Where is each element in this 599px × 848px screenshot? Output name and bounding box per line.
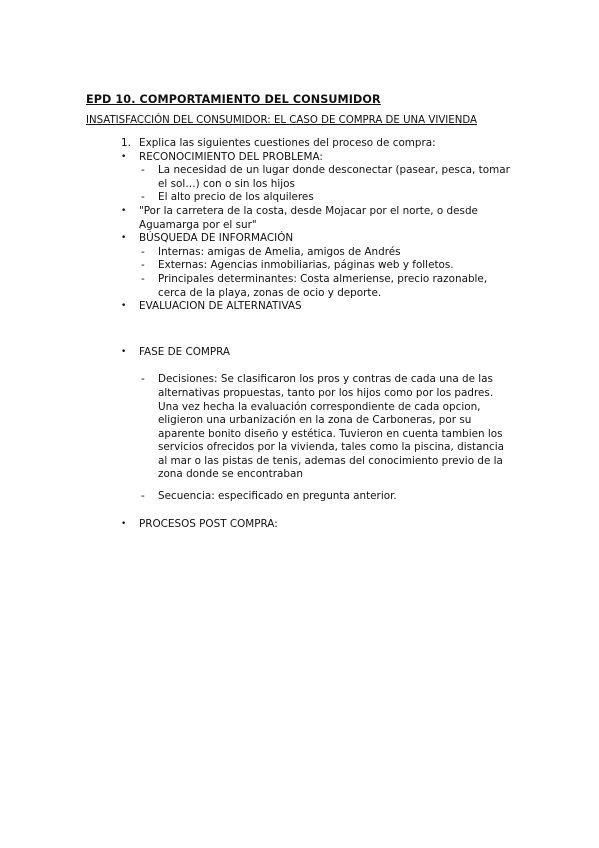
dash-item <box>86 246 516 260</box>
dash-item <box>86 273 516 300</box>
dash-item-text: Externas: Agencias inmobiliarias, páginas web y folletos. <box>158 259 454 272</box>
document-body <box>86 137 516 531</box>
bullet-icon: • <box>121 233 127 244</box>
bullet-item <box>86 300 516 314</box>
bullet-icon: • <box>121 151 127 162</box>
dash-item <box>86 490 516 504</box>
dash-item <box>86 259 516 273</box>
dash-item-text: La necesidad de un lugar donde desconectar (pasear, pesca, tomar el sol…) con o sin los hijos <box>158 164 510 190</box>
item-number: 1. <box>121 137 131 149</box>
spacer <box>86 314 516 346</box>
dash-item <box>86 191 516 205</box>
bullet-icon: • <box>121 346 127 357</box>
spacer <box>86 359 516 373</box>
numbered-item-text: Explica las siguientes cuestiones del proceso de compra: <box>139 137 436 149</box>
bullet-item <box>86 346 516 360</box>
spacer <box>86 504 516 518</box>
dash-item-text: Principales determinantes: Costa almeriense, precio razonable, cerca de la playa, zonas de ocio y deporte. <box>158 272 488 299</box>
section-heading: EVALUACION DE ALTERNATIVAS <box>139 300 302 313</box>
dash-marker: - <box>141 490 145 503</box>
document-subtitle: INSATISFACCIÓN DEL CONSUMIDOR: EL CASO DE COMPRA DE UNA VIVIENDA <box>86 115 477 126</box>
document-title: EPD 10. COMPORTAMIENTO DEL CONSUMIDOR <box>86 93 381 106</box>
spacer <box>86 482 516 490</box>
bullet-item <box>86 232 516 246</box>
section-heading: PROCESOS POST COMPRA: <box>139 517 278 530</box>
bullet-item <box>86 151 516 165</box>
dash-item-text: Decisiones: Se clasificaron los pros y contras de cada una de las alternativas propuestas, tanto por los hijos como por los padres. Una vez hecha la evaluación correspondiente de cada opcion, eligieron una urbanización en la zona de Carboneras, por su aparente bonito diseño y estética. Tuvieron en cuenta tambien los servicios ofrecidos por la vivienda, tales como la piscina, distancia al mar o las pistas de tenis, ademas del conocimiento previo de la zona donde se encontraban <box>158 373 505 481</box>
section-heading: FASE DE COMPRA <box>139 345 231 358</box>
dash-marker: - <box>141 373 145 386</box>
dash-item-text: El alto precio de los alquileres <box>158 191 314 204</box>
section-heading: RECONOCIMIENTO DEL PROBLEMA: <box>139 150 323 163</box>
dash-marker: - <box>141 272 145 285</box>
dash-item-text: Secuencia: especificado en pregunta anterior. <box>158 490 397 503</box>
dash-marker: - <box>141 245 145 258</box>
dash-item <box>86 164 516 191</box>
bullet-item <box>86 518 516 532</box>
dash-marker: - <box>141 191 145 204</box>
bullet-icon: • <box>121 301 127 312</box>
numbered-item <box>86 137 516 151</box>
bullet-icon: • <box>121 205 127 216</box>
dash-item <box>86 373 516 482</box>
dash-marker: - <box>141 259 145 272</box>
bullet-item <box>86 205 516 232</box>
dash-marker: - <box>141 164 145 177</box>
dash-item-text: Internas: amigas de Amelia, amigos de Andrés <box>158 245 401 258</box>
bullet-icon: • <box>121 518 127 529</box>
quote-text: "Por la carretera de la costa, desde Mojacar por el norte, o desde Aguamarga por el sur" <box>139 204 478 231</box>
section-heading: BÚSQUEDA DE INFORMACIÓN <box>139 232 294 245</box>
